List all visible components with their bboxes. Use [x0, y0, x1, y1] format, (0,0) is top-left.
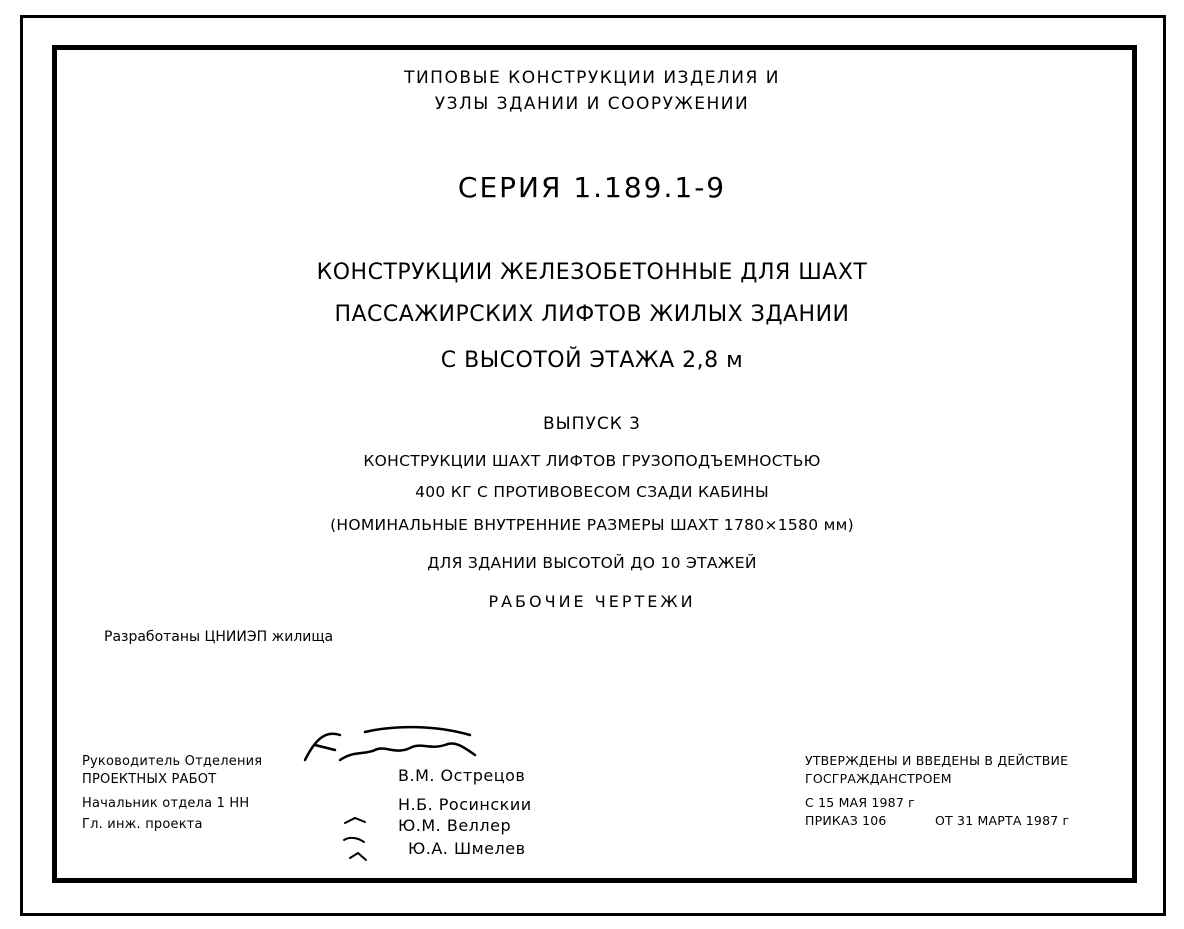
title-line-3: С ВЫСОТОЙ ЭТАЖА 2,8 м — [440, 348, 744, 373]
name-veller: Ю.М. Веллер — [398, 816, 512, 835]
approval-order: ПРИКАЗ 106 — [805, 813, 887, 828]
name-shmelev: Ю.А. Шмелев — [408, 839, 526, 858]
approval-line-1: УТВЕРЖДЕНЫ И ВВЕДЕНЫ В ДЕЙСТВИЕ — [805, 753, 1069, 768]
description-line-3: (НОМИНАЛЬНЫЕ ВНУТРЕННИЕ РАЗМЕРЫ ШАХТ 1780×1580 мм) — [330, 516, 854, 534]
header-line-2: УЗЛЫ ЗДАНИИ И СООРУЖЕНИИ — [434, 94, 750, 114]
description-line-1: КОНСТРУКЦИИ ШАХТ ЛИФТОВ ГРУЗОПОДЪЕМНОСТЬЮ — [363, 452, 821, 470]
work-drawings-label: РАБОЧИЕ ЧЕРТЕЖИ — [488, 592, 696, 611]
header-line-1: ТИПОВЫЕ КОНСТРУКЦИИ ИЗДЕЛИЯ И — [404, 68, 780, 88]
developed-by: Разработаны ЦНИИЭП жилища — [104, 629, 334, 645]
name-rosinsky: Н.Б. Росинскии — [398, 795, 532, 814]
role-chief-engineer: Гл. инж. проекта — [82, 817, 203, 832]
role-head-of-department: Руководитель Отделения — [82, 754, 263, 769]
description-line-4: ДЛЯ ЗДАНИИ ВЫСОТОЙ ДО 10 ЭТАЖЕЙ — [427, 554, 757, 572]
approval-order-date: ОТ 31 МАРТА 1987 г — [935, 813, 1070, 828]
role-design-works: ПРОЕКТНЫХ РАБОТ — [82, 772, 217, 787]
title-line-1: КОНСТРУКЦИИ ЖЕЛЕЗОБЕТОННЫЕ ДЛЯ ШАХТ — [316, 260, 868, 285]
title-line-2: ПАССАЖИРСКИХ ЛИФТОВ ЖИЛЫХ ЗДАНИИ — [334, 302, 850, 327]
name-ostretsov: В.М. Острецов — [398, 766, 526, 785]
issue-number: ВЫПУСК 3 — [543, 414, 641, 434]
role-department-chief: Начальник отдела 1 НН — [82, 796, 250, 811]
approval-date: С 15 МАЯ 1987 г — [805, 795, 915, 810]
approval-line-2: ГОСГРАЖДАНСТРОЕМ — [805, 771, 952, 786]
description-line-2: 400 КГ С ПРОТИВОВЕСОМ СЗАДИ КАБИНЫ — [415, 483, 769, 501]
initials-mark — [340, 808, 390, 868]
series-title: СЕРИЯ 1.189.1-9 — [457, 171, 727, 204]
